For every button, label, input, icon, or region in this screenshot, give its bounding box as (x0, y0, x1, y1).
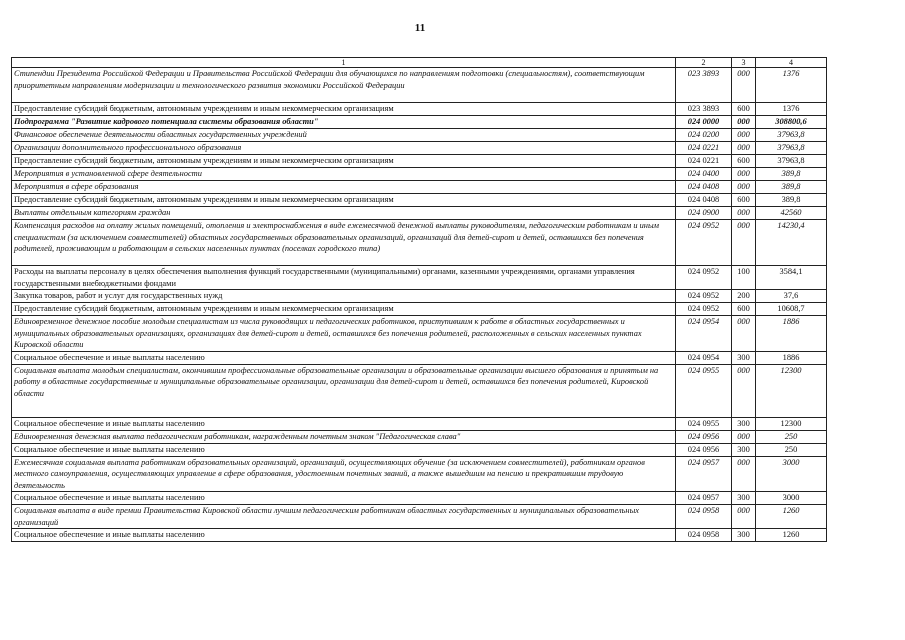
row-csr: 023 3893 (676, 68, 732, 103)
row-csr: 024 0952 (676, 290, 732, 303)
row-sum: 389,8 (756, 194, 827, 207)
row-csr: 024 0954 (676, 316, 732, 352)
row-name: Единовременное денежное пособие молодым специалистам из числа руководящих и педагогических работников, приступившим к работе в областных государственных и муниципальных образовательных организациях, организациях для детей-сирот и детей, оставшихся без попечения родителей, расположенных в сельских населенных пунктах Кировской области (12, 316, 676, 352)
row-csr: 024 0408 (676, 181, 732, 194)
row-csr: 023 3893 (676, 103, 732, 116)
row-sum: 14230,4 (756, 220, 827, 266)
row-csr: 024 0400 (676, 168, 732, 181)
row-sum: 1376 (756, 68, 827, 103)
row-name: Закупка товаров, работ и услуг для государственных нужд (12, 290, 676, 303)
row-name: Предоставление субсидий бюджетным, автономным учреждениям и иным некоммерческим организациям (12, 155, 676, 168)
row-sum: 3000 (756, 456, 827, 492)
row-name: Выплаты отдельным категориям граждан (12, 207, 676, 220)
row-vr: 000 (732, 207, 756, 220)
row-sum: 37963,8 (756, 155, 827, 168)
row-csr: 024 0955 (676, 364, 732, 417)
row-vr: 000 (732, 364, 756, 417)
table-row (12, 155, 827, 168)
row-sum: 250 (756, 430, 827, 443)
header-vr: 3 (732, 58, 756, 68)
row-name: Социальное обеспечение и иные выплаты населению (12, 492, 676, 505)
row-sum: 3584,1 (756, 266, 827, 290)
row-csr: 024 0956 (676, 430, 732, 443)
row-csr: 024 0956 (676, 443, 732, 456)
row-csr: 024 0000 (676, 116, 732, 129)
row-vr: 300 (732, 443, 756, 456)
row-name: Единовременная денежная выплата педагогическим работникам, награжденным почетным знаком "Педагогическая слава" (12, 430, 676, 443)
row-sum: 250 (756, 443, 827, 456)
row-vr: 000 (732, 430, 756, 443)
row-vr: 100 (732, 266, 756, 290)
header-csr: 2 (676, 58, 732, 68)
row-name: Финансовое обеспечение деятельности областных государственных учреждений (12, 129, 676, 142)
row-sum: 1260 (756, 529, 827, 542)
row-name: Мероприятия в установленной сфере деятельности (12, 168, 676, 181)
row-vr: 300 (732, 529, 756, 542)
table-row (12, 129, 827, 142)
table-row (12, 364, 827, 417)
row-csr: 024 0952 (676, 266, 732, 290)
table-row (12, 417, 827, 430)
row-name: Социальная выплата молодым специалистам, окончившим профессиональные образовательные организации и образовательные организации высшего образования и принятым на работу в областные государственные и муниципальные образовательные организации, организации для детей-сирот и детей, оставшихся без попечения родителей, Кировской области (12, 364, 676, 417)
row-sum: 1886 (756, 351, 827, 364)
row-sum: 12300 (756, 364, 827, 417)
row-vr: 000 (732, 116, 756, 129)
table-row (12, 142, 827, 155)
row-name: Мероприятия в сфере образования (12, 181, 676, 194)
row-name: Предоставление субсидий бюджетным, автономным учреждениям и иным некоммерческим организациям (12, 303, 676, 316)
table-row (12, 430, 827, 443)
table-row (12, 456, 827, 492)
row-vr: 000 (732, 505, 756, 529)
row-csr: 024 0955 (676, 417, 732, 430)
row-sum: 1260 (756, 505, 827, 529)
table-row (12, 68, 827, 103)
page-number: 11 (414, 22, 426, 34)
row-sum: 37963,8 (756, 129, 827, 142)
table-row (12, 116, 827, 129)
row-sum: 3000 (756, 492, 827, 505)
header-row (12, 58, 827, 68)
row-sum: 1376 (756, 103, 827, 116)
table-row (12, 529, 827, 542)
row-csr: 024 0200 (676, 129, 732, 142)
table-row (12, 220, 827, 266)
row-name: Компенсация расходов на оплату жилых помещений, отопления и электроснабжения в виде ежемесячной денежной выплаты руководителям, педагогическим работникам и иным специалистам (за исключением совместителей) областных государственных образовательных организаций, организаций для детей-сирот и детей, оставшихся без попечения родителей, проживающим и работающим в сельских населенных пунктах (поселках городского типа) (12, 220, 676, 266)
row-sum: 42560 (756, 207, 827, 220)
row-name: Ежемесячная социальная выплата работникам образовательных организаций, организаций, осуществляющих обучение (за исключением совместителей), работникам органов местного самоуправления, осуществляющих управление в сфере образования, удостоенным почетных званий, а также вышедшим на пенсию и прекратившим трудовую деятельность (12, 456, 676, 492)
row-vr: 000 (732, 181, 756, 194)
row-vr: 300 (732, 492, 756, 505)
row-vr: 600 (732, 103, 756, 116)
row-csr: 024 0952 (676, 303, 732, 316)
row-csr: 024 0958 (676, 505, 732, 529)
row-vr: 300 (732, 351, 756, 364)
row-vr: 000 (732, 129, 756, 142)
row-vr: 000 (732, 316, 756, 352)
table-row (12, 316, 827, 352)
row-csr: 024 0221 (676, 142, 732, 155)
row-sum: 389,8 (756, 168, 827, 181)
row-vr: 200 (732, 290, 756, 303)
row-vr: 600 (732, 194, 756, 207)
header-name: 1 (12, 58, 676, 68)
row-csr: 024 0954 (676, 351, 732, 364)
row-name: Предоставление субсидий бюджетным, автономным учреждениям и иным некоммерческим организациям (12, 194, 676, 207)
row-vr: 000 (732, 68, 756, 103)
row-csr: 024 0958 (676, 529, 732, 542)
row-vr: 600 (732, 155, 756, 168)
row-vr: 300 (732, 417, 756, 430)
row-vr: 000 (732, 220, 756, 266)
table-row (12, 266, 827, 290)
row-name: Социальное обеспечение и иные выплаты населению (12, 417, 676, 430)
table-row (12, 303, 827, 316)
table-row (12, 194, 827, 207)
row-csr: 024 0957 (676, 492, 732, 505)
header-sum: 4 (756, 58, 827, 68)
row-csr: 024 0957 (676, 456, 732, 492)
row-csr: 024 0221 (676, 155, 732, 168)
row-name: Социальное обеспечение и иные выплаты населению (12, 529, 676, 542)
row-name: Подпрограмма "Развитие кадрового потенциала системы образования области" (12, 116, 676, 129)
row-sum: 37,6 (756, 290, 827, 303)
row-csr: 024 0952 (676, 220, 732, 266)
row-csr: 024 0900 (676, 207, 732, 220)
row-sum: 389,8 (756, 181, 827, 194)
row-sum: 1886 (756, 316, 827, 352)
table-row (12, 443, 827, 456)
table-row (12, 505, 827, 529)
row-vr: 000 (732, 168, 756, 181)
row-name: Расходы на выплаты персоналу в целях обеспечения выполнения функций государственными (муниципальными) органами, казенными учреждениями, органами управления государственными внебюджетными фондами (12, 266, 676, 290)
row-sum: 37963,8 (756, 142, 827, 155)
table-row (12, 103, 827, 116)
table-row (12, 290, 827, 303)
table-row (12, 207, 827, 220)
row-sum: 12300 (756, 417, 827, 430)
row-name: Социальное обеспечение и иные выплаты населению (12, 351, 676, 364)
row-name: Стипендии Президента Российской Федерации и Правительства Российской Федерации для обучающихся по направлениям подготовки (специальностям), соответствующим приоритетным направлениям модернизации и технологического развития экономики Российской Федерации (12, 68, 676, 103)
row-vr: 000 (732, 456, 756, 492)
table-row (12, 168, 827, 181)
budget-table (11, 57, 827, 542)
row-name: Предоставление субсидий бюджетным, автономным учреждениям и иным некоммерческим организациям (12, 103, 676, 116)
row-vr: 000 (732, 142, 756, 155)
row-name: Организации дополнительного профессионального образования (12, 142, 676, 155)
row-csr: 024 0408 (676, 194, 732, 207)
row-name: Социальная выплата в виде премии Правительства Кировской области лучшим педагогическим работникам областных государственных и муниципальных образовательных организаций (12, 505, 676, 529)
row-sum: 308800,6 (756, 116, 827, 129)
table-row (12, 351, 827, 364)
row-sum: 10608,7 (756, 303, 827, 316)
table-row (12, 492, 827, 505)
row-name: Социальное обеспечение и иные выплаты населению (12, 443, 676, 456)
row-vr: 600 (732, 303, 756, 316)
table-row (12, 181, 827, 194)
